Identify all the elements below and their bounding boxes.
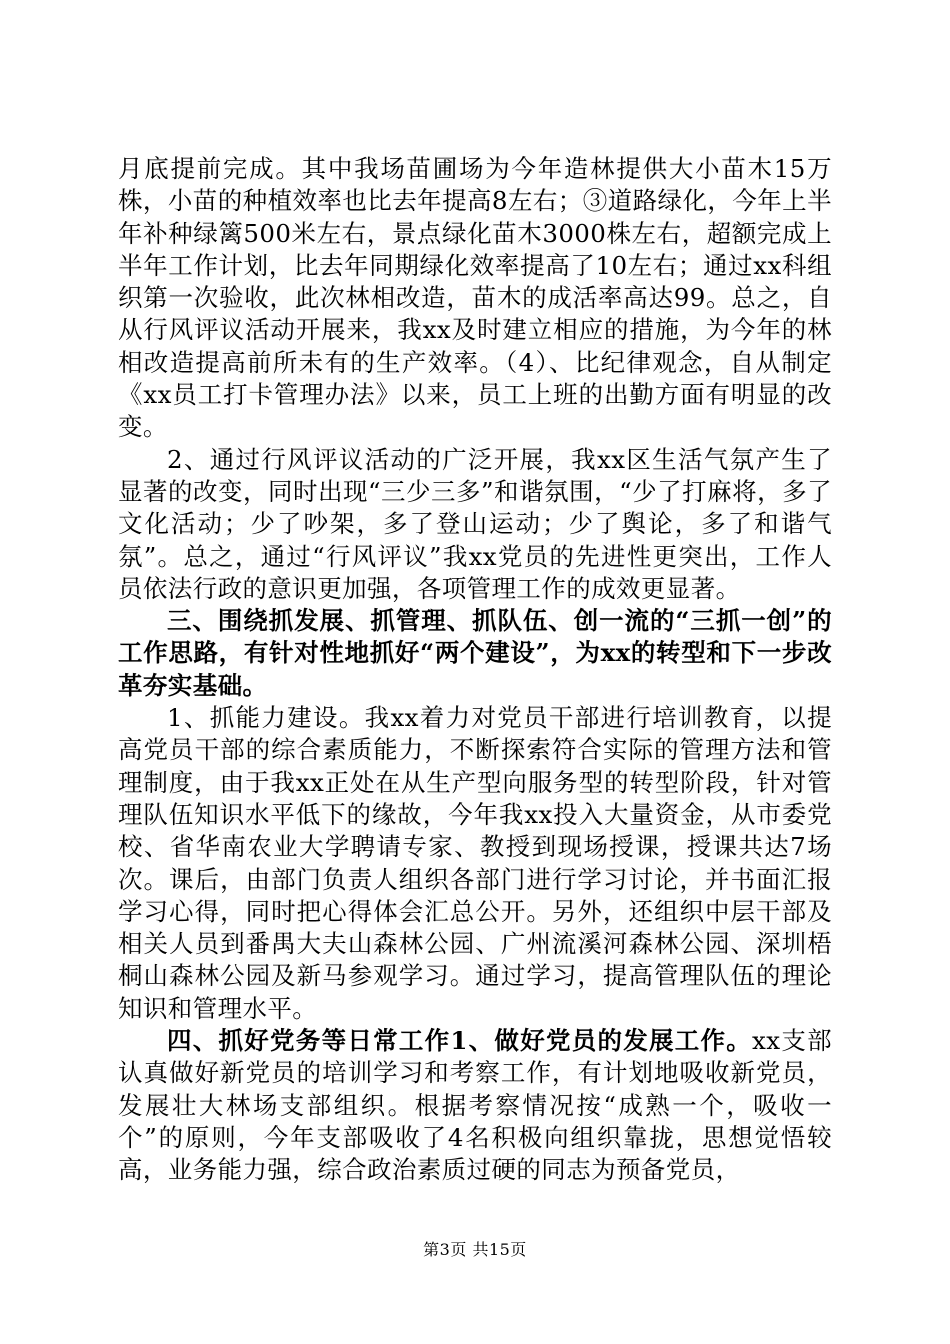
paragraph-continuation: 月底提前完成。其中我场苗圃场为今年造林提供大小苗木15万株，小苗的种植效率也比去年提高8左右；③道路绿化，今年上半年补种绿篱500米左右，景点绿化苗木3000株左右，超额完成上半年工作计划，比去年同期绿化效率提高了10左右；通过xx科组织第一次验收，此次林相改造，苗木的成活率高达99。总之，自从行风评议活动开展来，我xx及时建立相应的措施，为今年的林相改造提高前所未有的生产效率。（4）、比纪律观念，自从制定《xx员工打卡管理办法》以来，员工上班的出勤方面有明显的改变。 <box>118 154 832 442</box>
page-number-footer: 第3页 共15页 <box>423 1240 527 1259</box>
paragraph-party-affairs <box>118 1025 832 1186</box>
paragraph-capacity-building: 1、抓能力建设。我xx着力对党员干部进行培训教育，以提高党员干部的综合素质能力，不断探索符合实际的管理方法和管理制度，由于我xx正处在从生产型向服务型的转型阶段，针对管理队伍知识水平低下的缘故，今年我xx投入大量资金，从市委党校、省华南农业大学聘请专家、教授到现场授课，授课共达7场次。课后，由部门负责人组织各部门进行学习讨论，并书面汇报学习心得，同时把心得体会汇总公开。另外，还组织中层干部及相关人员到番禺大夫山森林公园、广州流溪河森林公园、深圳梧桐山森林公园及新马参观学习。通过学习，提高管理队伍的理论知识和管理水平。 <box>118 703 832 1023</box>
document-body <box>118 153 832 1187</box>
paragraph-party-affairs-text: xx支部认真做好新党员的培训学习和考察工作，有计划地吸收新党员，发展壮大林场支部组织。根据考察情况按“成熟一个，吸收一个”的原则，今年支部吸收了4名积极向组织靠拢，思想觉悟较高，业务能力强，综合政治素质过硬的同志为预备党员， <box>118 1026 833 1185</box>
paragraph-item-2: 2、通过行风评议活动的广泛开展，我xx区生活气氛产生了显著的改变，同时出现“三少三多”和谐氛围，“少了打麻将，多了文化活动；少了吵架，多了登山运动；少了舆论，多了和谐气氛”。总之，通过“行风评议”我xx党员的先进性更突出，工作人员依法行政的意识更加强，各项管理工作的成效更显著。 <box>118 444 832 603</box>
section-heading-3: 三、围绕抓发展、抓管理、抓队伍、创一流的“三抓一创”的工作思路，有针对性地抓好“两个建设”，为xx的转型和下一步改革夯实基础。 <box>118 606 832 700</box>
section-heading-4: 四、抓好党务等日常工作1、做好党员的发展工作。 <box>167 1026 753 1056</box>
